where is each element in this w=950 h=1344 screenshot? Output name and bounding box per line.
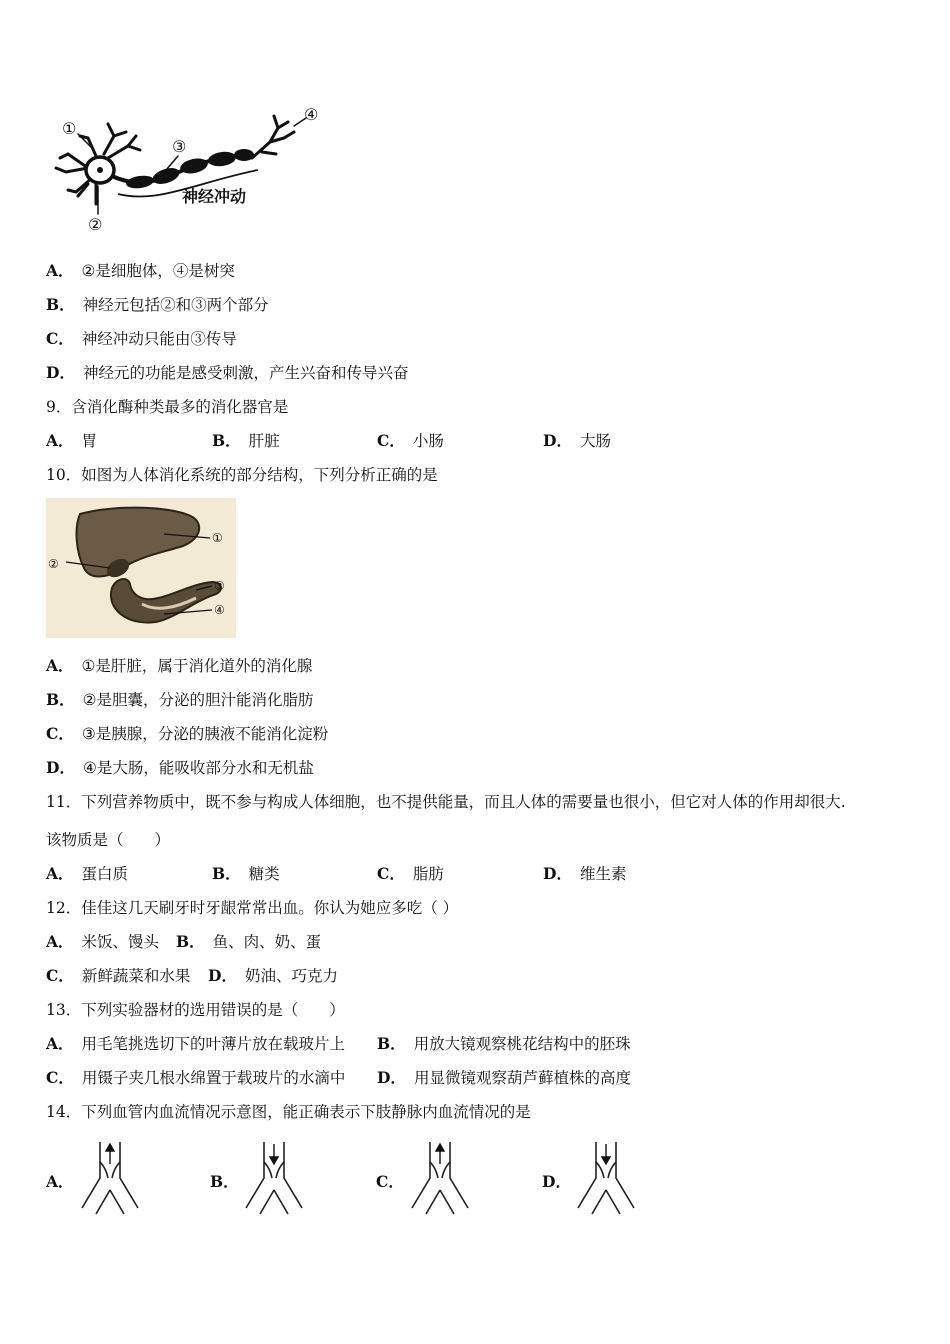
q9-stem: 9．含消化酶种类最多的消化器官是 — [46, 398, 289, 416]
q13-option-c: C． 用镊子夹几根水绵置于载玻片的水滴中 — [46, 1068, 346, 1087]
q14-option-a-vessel-diagram — [78, 1138, 142, 1216]
q14-option-a-label: A． — [46, 1172, 74, 1191]
digestive-figure — [46, 498, 236, 638]
neuron-label-4: ④ — [304, 105, 319, 124]
q13-option-d: D． 用显微镜观察葫芦藓植株的高度 — [377, 1068, 631, 1087]
q11-option-c: C． 脂肪 — [377, 864, 444, 883]
q10-option-b: B． ②是胆囊，分泌的胆汁能消化脂肪 — [46, 690, 314, 709]
q11-option-b: B． 糖类 — [212, 864, 280, 883]
q12-option-a: A． 米饭、馒头 — [46, 932, 160, 951]
q13-stem: 13．下列实验器材的选用错误的是（ ） — [46, 1001, 345, 1019]
neuron-label-1: ① — [62, 119, 77, 138]
q10-stem: 10．如图为人体消化系统的部分结构，下列分析正确的是 — [46, 466, 438, 484]
q14-option-b-vessel-diagram — [242, 1138, 306, 1216]
neuron-label-2: ② — [88, 215, 103, 234]
q13-option-b: B． 用放大镜观察桃花结构中的胚珠 — [377, 1034, 631, 1053]
q14-option-c-label: C． — [376, 1172, 404, 1191]
q9-option-a: A． 胃 — [46, 431, 98, 450]
arrow-down-icon — [602, 1144, 610, 1164]
q10-option-a: A． ①是肝脏，属于消化道外的消化腺 — [46, 656, 313, 675]
arrow-up-icon — [106, 1144, 114, 1164]
q10-option-d: D． ④是大肠，能吸收部分水和无机盐 — [46, 758, 314, 777]
digestive-label-4: ④ — [214, 603, 225, 617]
q12-option-b: B． 鱼、肉、奶、蛋 — [176, 932, 322, 951]
q8-option-c: C． 神经冲动只能由③传导 — [46, 329, 237, 348]
q11-stem-line1: 11．下列营养物质中，既不参与构成人体细胞，也不提供能量，而且人体的需要量也很小，但它对人体的作用却很大. — [46, 793, 846, 811]
q14-option-b-label: B． — [210, 1172, 239, 1191]
neuron-label-3: ③ — [172, 137, 187, 156]
q9-option-c: C． 小肠 — [377, 431, 444, 450]
q12-stem: 12．佳佳这几天刷牙时牙龈常常出血。你认为她应多吃（ ） — [46, 899, 459, 917]
q14-option-c-vessel-diagram — [408, 1138, 472, 1216]
digestive-label-2: ② — [48, 557, 59, 571]
q9-option-d: D． 大肠 — [543, 431, 611, 450]
q11-option-d: D． 维生素 — [543, 864, 627, 883]
arrow-down-icon — [270, 1144, 278, 1164]
q8-option-a: A． ②是细胞体，④是树突 — [46, 261, 235, 280]
q13-option-a: A． 用毛笔挑选切下的叶薄片放在载玻片上 — [46, 1034, 346, 1053]
digestive-label-3: ③ — [214, 579, 225, 593]
q14-option-d-vessel-diagram — [574, 1138, 638, 1216]
q14-option-d-label: D． — [542, 1172, 571, 1191]
q12-option-c: C． 新鲜蔬菜和水果 — [46, 966, 191, 985]
digestive-label-1: ① — [212, 531, 223, 545]
q12-option-d: D． 奶油、巧克力 — [208, 966, 338, 985]
q14-stem: 14．下列血管内血流情况示意图，能正确表示下肢静脉内血流情况的是 — [46, 1103, 531, 1121]
q8-option-b: B． 神经元包括②和③两个部分 — [46, 295, 269, 314]
q9-option-b: B． 肝脏 — [212, 431, 280, 450]
q8-option-d: D． 神经元的功能是感受刺激，产生兴奋和传导兴奋 — [46, 363, 409, 382]
arrow-up-icon — [436, 1144, 444, 1164]
q11-option-a: A． 蛋白质 — [46, 864, 129, 883]
q11-stem-line2: 该物质是（ ） — [46, 831, 171, 849]
neuron-figure — [48, 96, 338, 236]
neuron-caption: 神经冲动 — [182, 187, 247, 206]
q10-option-c: C． ③是胰腺，分泌的胰液不能消化淀粉 — [46, 724, 329, 743]
